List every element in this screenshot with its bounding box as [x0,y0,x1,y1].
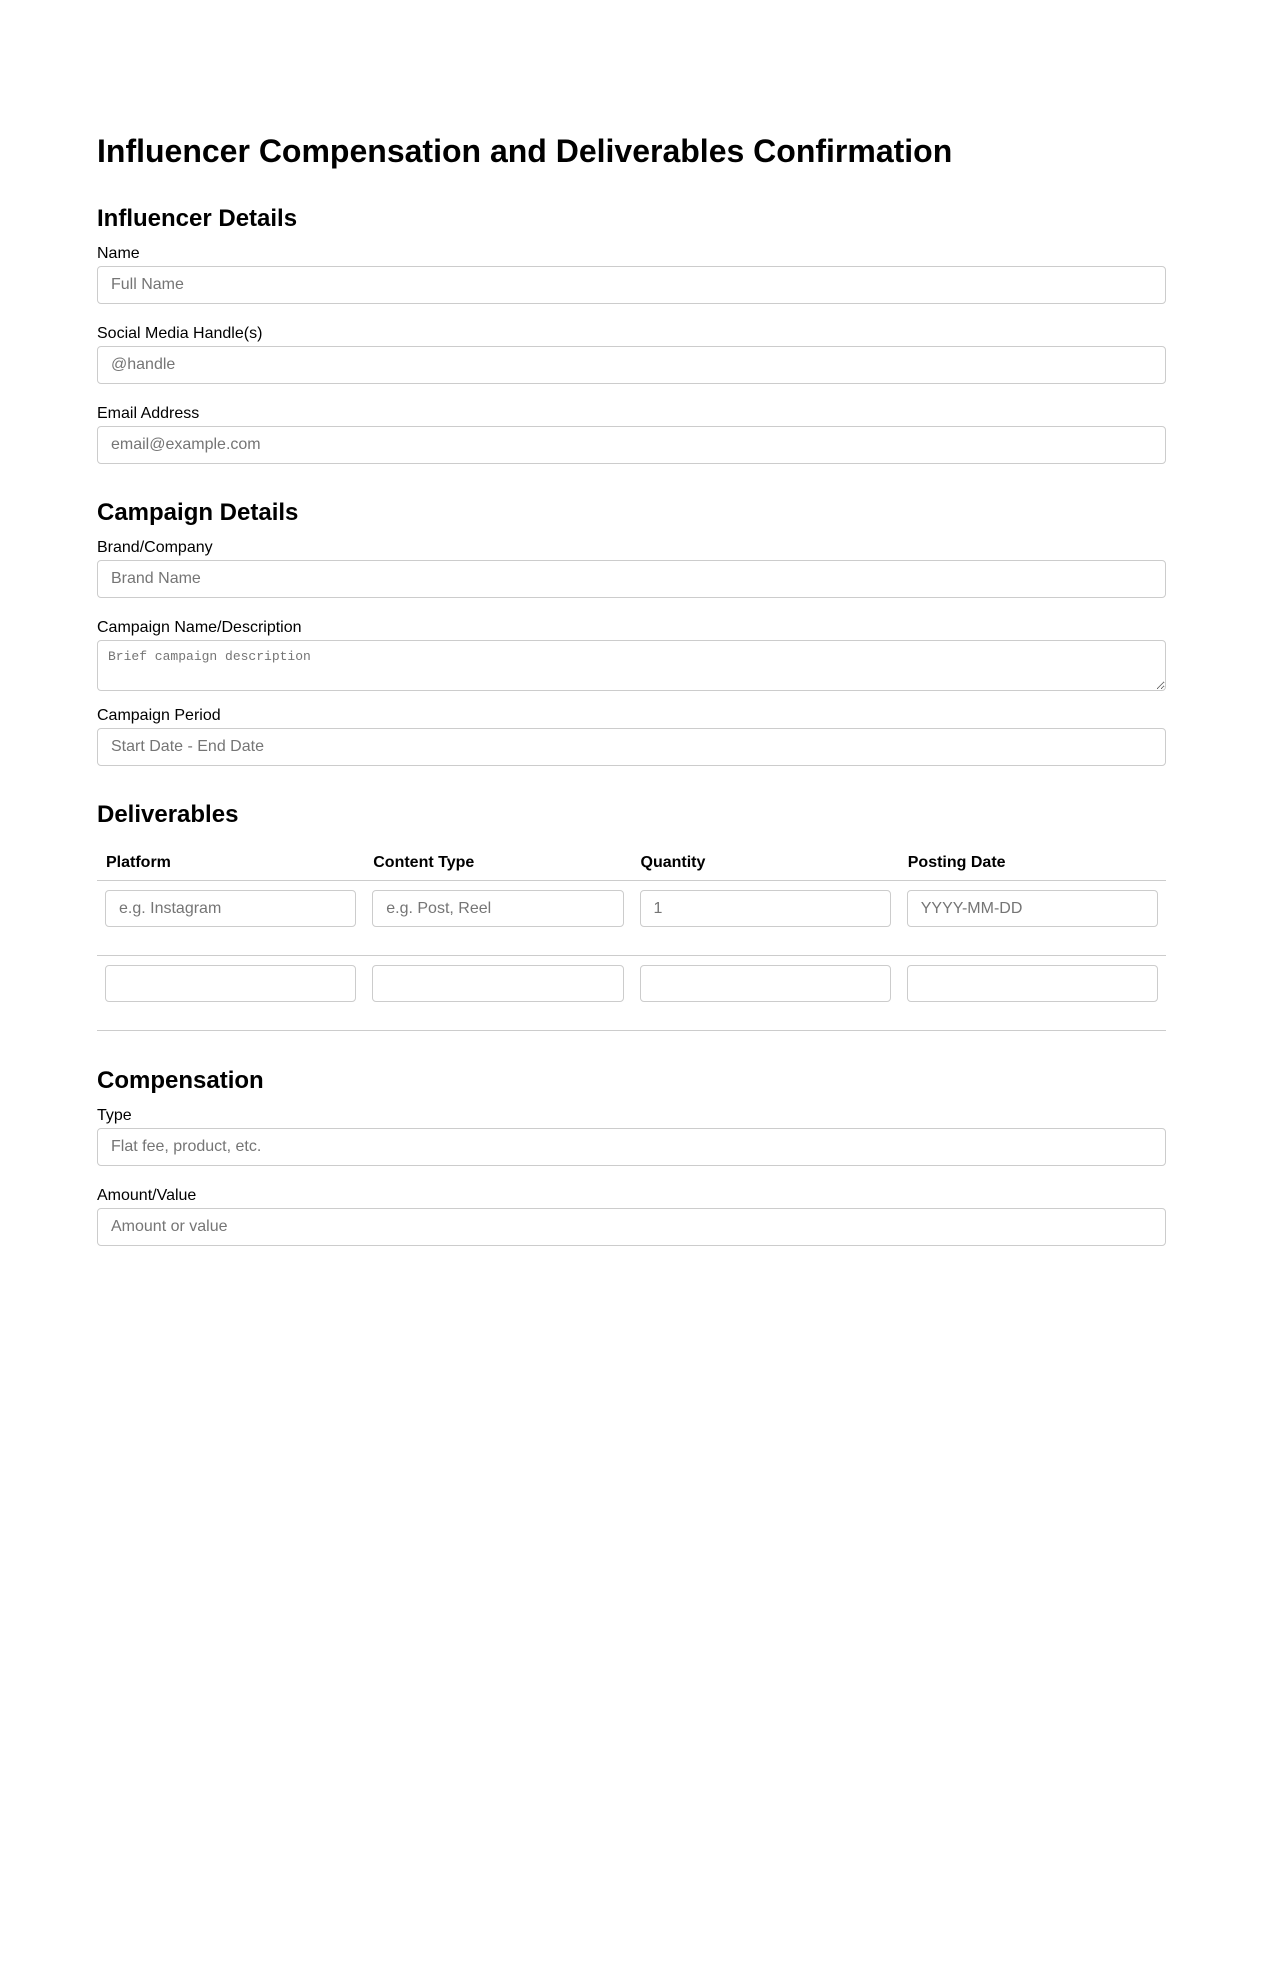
campaign-description-label: Campaign Name/Description [97,619,302,636]
amount-value-input[interactable] [97,1208,1166,1246]
brand-field [97,538,1166,598]
table-row [97,956,1166,1031]
social-handle-label: Social Media Handle(s) [97,325,263,342]
name-field [97,244,1166,304]
quantity-input[interactable] [640,965,891,1002]
table-cell [364,956,631,1031]
email-input[interactable] [97,426,1166,464]
content-type-input[interactable] [372,890,623,927]
content-type-input[interactable] [372,965,623,1002]
compensation-heading: Compensation [97,1067,264,1094]
email-label: Email Address [97,405,200,422]
confirmation-form [97,133,1166,1266]
page-title: Influencer Compensation and Deliverables Confirmation [97,133,953,169]
deliverables-section [97,801,1166,1031]
influencer-details-heading: Influencer Details [97,205,298,232]
table-cell [97,881,364,956]
deliverables-table [97,845,1166,1031]
campaign-description-field [97,618,1166,691]
campaign-details-heading: Campaign Details [97,499,299,526]
column-header-quantity: Quantity [632,845,899,881]
campaign-period-input[interactable] [97,728,1166,766]
posting-date-input[interactable] [907,890,1158,927]
table-cell [899,881,1166,956]
amount-value-field [97,1186,1166,1246]
compensation-type-label: Type [97,1107,132,1124]
brand-input[interactable] [97,560,1166,598]
compensation-type-input[interactable] [97,1128,1166,1166]
campaign-period-label: Campaign Period [97,707,221,724]
email-field [97,404,1166,464]
brand-label: Brand/Company [97,539,213,556]
posting-date-input[interactable] [907,965,1158,1002]
name-input[interactable] [97,266,1166,304]
name-label: Name [97,245,140,262]
table-cell [632,956,899,1031]
platform-input[interactable] [105,965,356,1002]
platform-input[interactable] [105,890,356,927]
compensation-type-field [97,1106,1166,1166]
table-row [97,881,1166,956]
column-header-content-type: Content Type [364,845,631,881]
campaign-description-textarea[interactable] [97,640,1166,691]
column-header-platform: Platform [97,845,364,881]
table-cell [364,881,631,956]
table-cell [899,956,1166,1031]
social-handle-input[interactable] [97,346,1166,384]
amount-value-label: Amount/Value [97,1187,197,1204]
deliverables-heading: Deliverables [97,801,239,828]
campaign-period-field [97,706,1166,766]
quantity-input[interactable] [640,890,891,927]
compensation-section [97,1067,1166,1246]
social-handle-field [97,324,1166,384]
campaign-details-section [97,499,1166,766]
column-header-posting-date: Posting Date [899,845,1166,881]
table-cell [632,881,899,956]
table-cell [97,956,364,1031]
table-header-row [97,845,1166,881]
influencer-details-section [97,205,1166,464]
